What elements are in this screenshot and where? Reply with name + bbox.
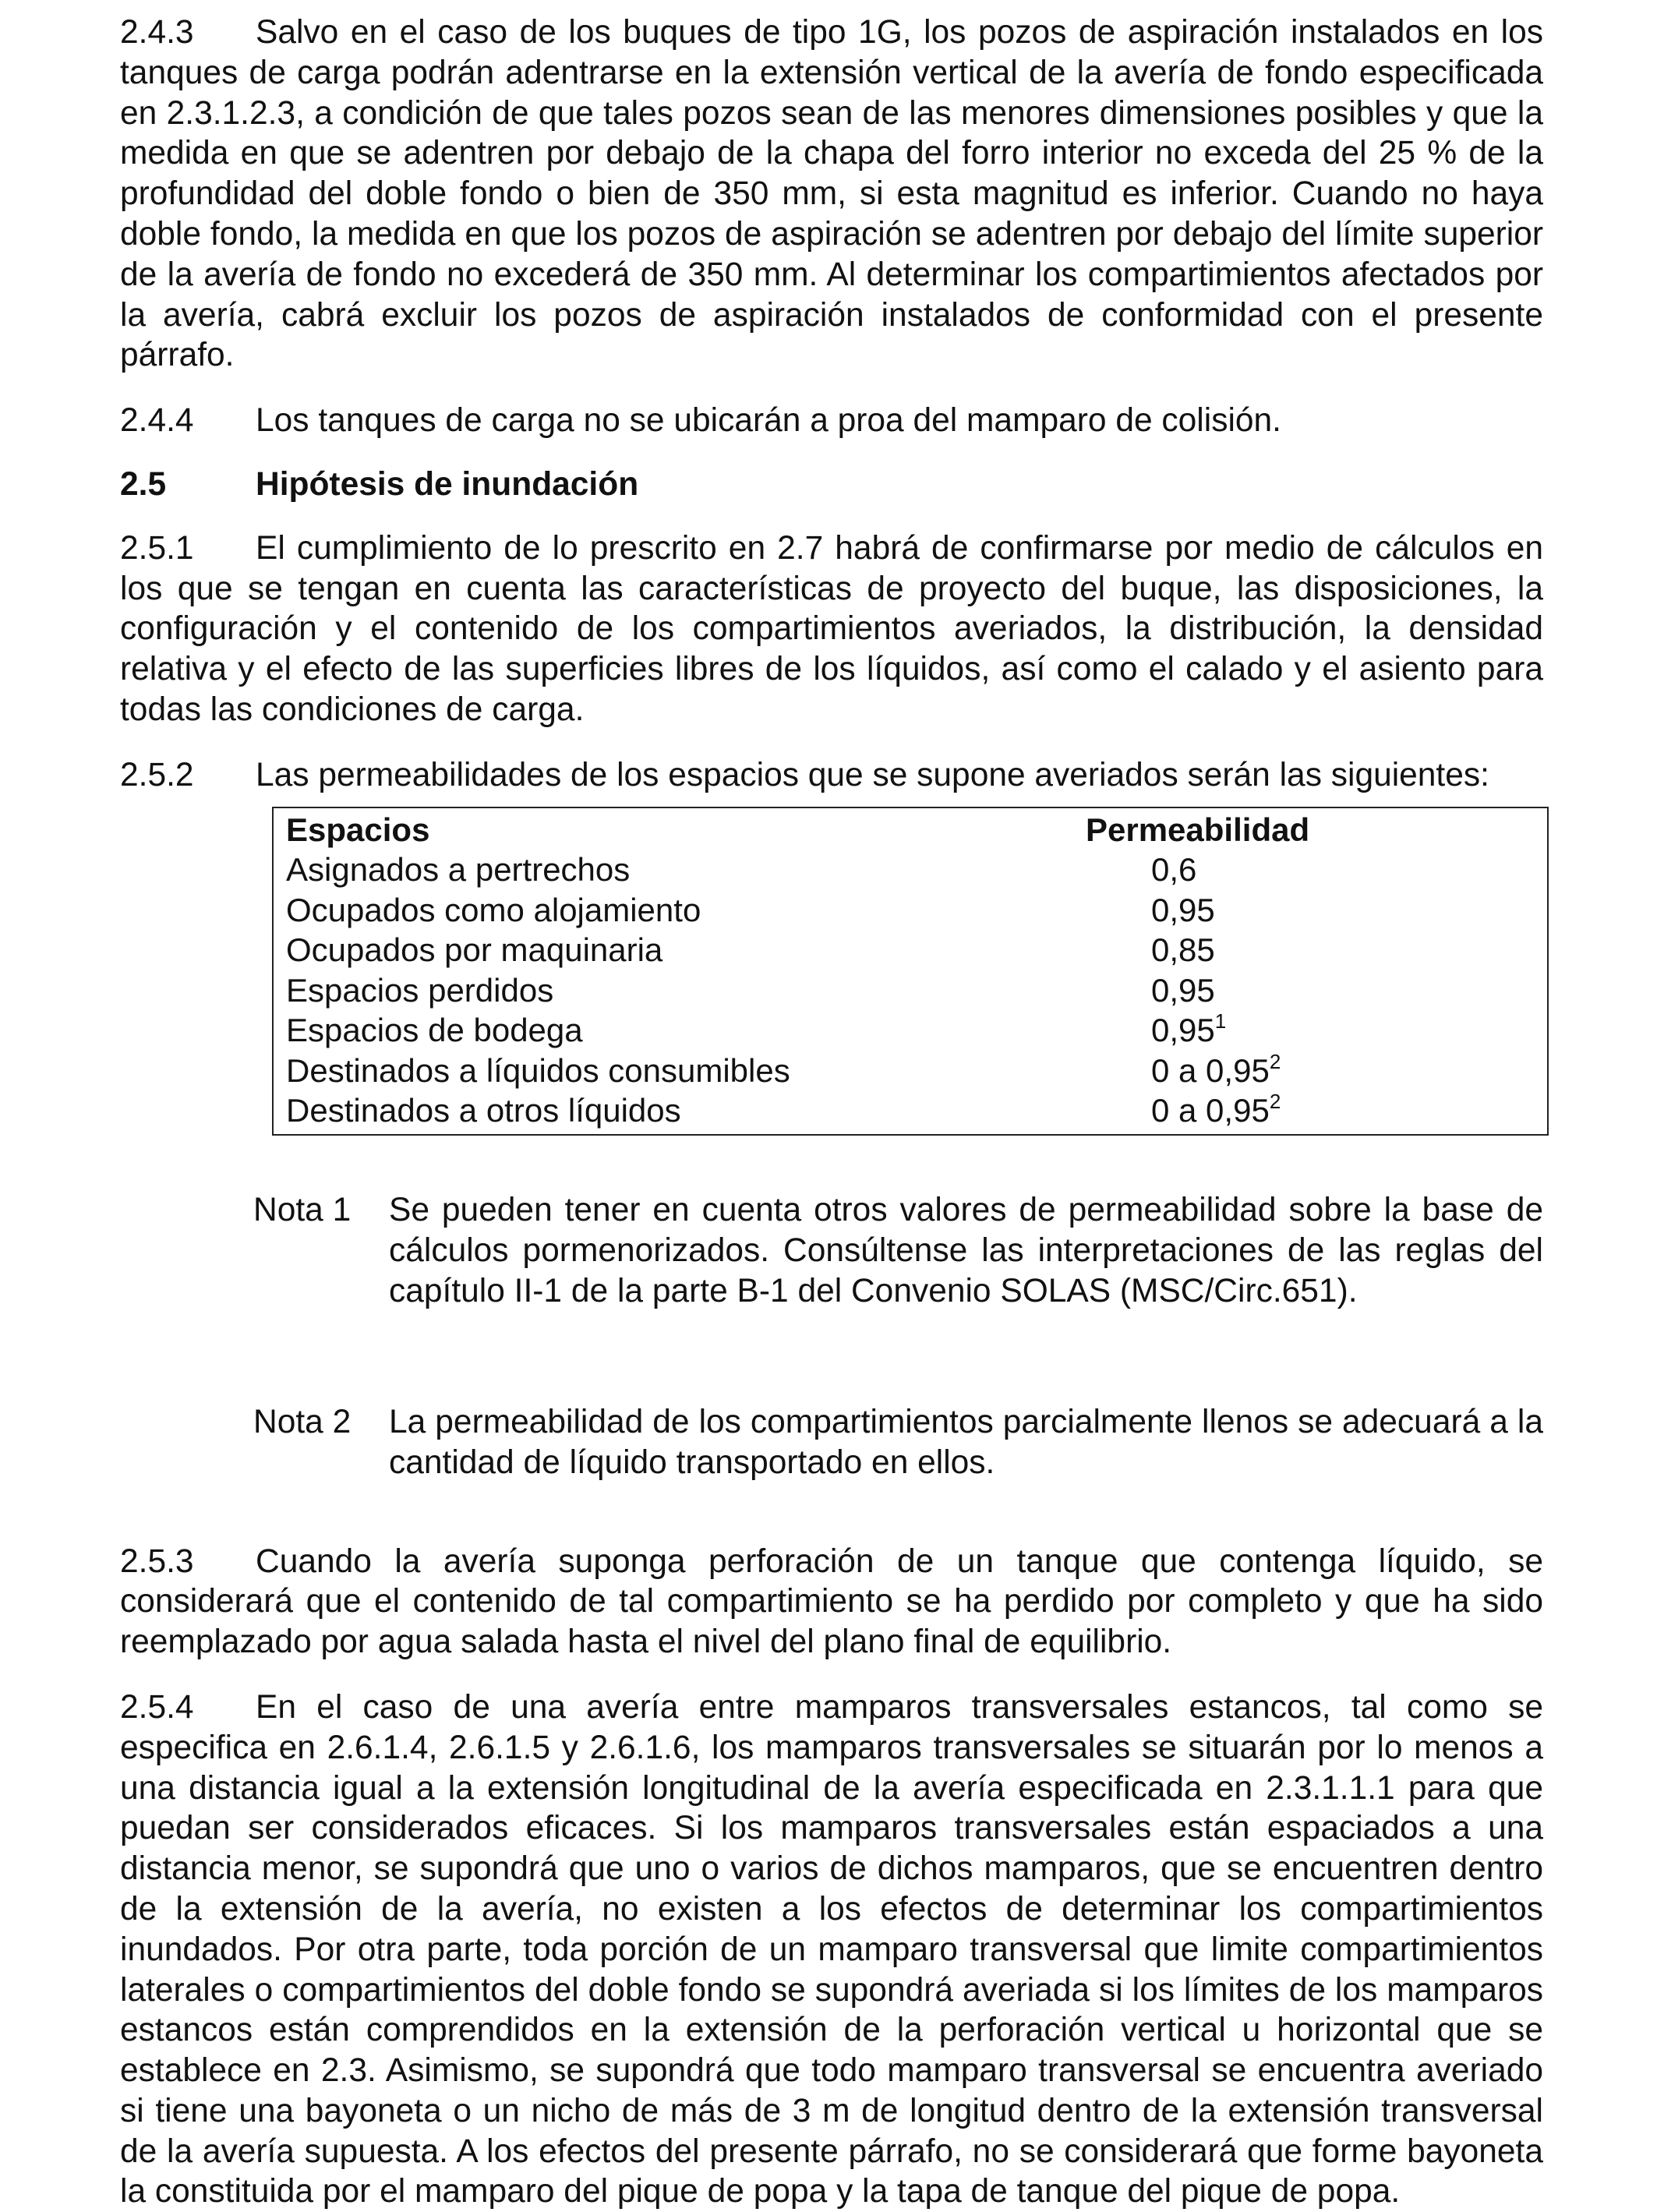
permeability-cell xyxy=(1086,970,1547,1011)
table-row xyxy=(274,850,1547,890)
footnote-ref: 2 xyxy=(1269,1090,1281,1114)
section-heading-2-5 xyxy=(120,465,1543,505)
paragraph-text: Los tanques de carga no se ubicarán a proa del mamparo de colisión. xyxy=(256,402,1281,440)
table-header-row xyxy=(274,810,1547,850)
document-page xyxy=(120,12,1543,2212)
paragraph-text: En el caso de una avería entre mamparos transversales estancos, tal como se especifica en 2.6.1.4, 2.6.1.5 y 2.6.1.6, los mamparos transversales se situarán por lo menos a una distancia igual a la extensión longitudinal de la avería especificada en 2.3.1.1.1 para que puedan ser considerados eficaces. Si los mamparos transversales están espaciados a una distancia menor, se supondrá que uno o varios de dichos mamparos, que se encuentren dentro de la extensión de la avería, no existen a los efectos de determinar los compartimientos inundados. Por otra parte, toda porción de un mamparo transversal que limite compartimientos laterales o compartimientos del doble fondo se supondrá averiada si los límites de los mamparos estancos están comprendidos en la extensión de la perforación vertical u horizontal que se establece en 2.3. Asimismo, se supondrá que todo mamparo transversal se encuentra averiado si tiene una bayoneta o un nicho de más de 3 m de longitud dentro de la extensión transversal de la avería supuesta. A los efectos del presente párrafo, no se considerará que forme bayoneta la constituida por el mamparo del pique de popa y la tapa de tanque del pique de popa. xyxy=(120,1688,1543,2210)
permeability-cell xyxy=(1086,1051,1547,1091)
permeability-cell xyxy=(1086,890,1547,931)
space-cell: Asignados a pertrechos xyxy=(286,851,631,889)
paragraph-number: 2.5.1 xyxy=(120,529,194,567)
space-cell: Espacios perdidos xyxy=(286,971,554,1009)
permeability-value: 0,95 xyxy=(1151,891,1215,928)
permeability-cell xyxy=(1086,1010,1547,1051)
table-row xyxy=(274,1051,1547,1091)
note-2 xyxy=(253,1402,1543,1483)
paragraph-text: Las permeabilidades de los espacios que se supone averiados serán las siguientes: xyxy=(256,756,1489,793)
section-number: 2.5 xyxy=(120,465,167,503)
space-cell: Espacios de bodega xyxy=(286,1012,583,1049)
paragraph-number: 2.4.4 xyxy=(120,402,194,440)
permeability-table xyxy=(272,807,1549,1136)
paragraph-2-4-4 xyxy=(120,401,1543,441)
paragraph-2-5-1 xyxy=(120,528,1543,730)
paragraph-2-5-4 xyxy=(120,1687,1543,2212)
paragraph-text: Salvo en el caso de los buques de tipo 1G, los pozos de aspiración instalados en los tanques de carga podrán adentrarse en la extensión vertical de la avería de fondo especificada en 2.3.1.2.3, a condición de que tales pozos sean de las menores dimensiones posibles y que la medida en que se adentren por debajo de la chapa del forro interior no exceda del 25 % de la profundidad del doble fondo o bien de 350 mm, si esta magnitud es inferior. Cuando no haya doble fondo, la medida en que los pozos de aspiración se adentren por debajo del límite superior de la avería de fondo no excederá de 350 mm. Al determinar los compartimientos afectados por la avería, cabrá excluir los pozos de aspiración instalados de conformidad con el presente párrafo. xyxy=(120,14,1543,374)
footnote-ref: 2 xyxy=(1269,1049,1281,1073)
paragraph-2-4-3 xyxy=(120,12,1543,376)
paragraph-number: 2.5.2 xyxy=(120,756,194,793)
paragraph-2-5-2 xyxy=(120,755,1543,796)
section-title: Hipótesis de inundación xyxy=(256,465,639,503)
table-row xyxy=(274,970,1547,1011)
space-cell: Destinados a otros líquidos xyxy=(286,1092,681,1129)
table-row xyxy=(274,1010,1547,1051)
paragraph-number: 2.5.4 xyxy=(120,1688,194,1726)
paragraph-2-5-3 xyxy=(120,1542,1543,1663)
note-text: Se pueden tener en cuenta otros valores de permeabilidad sobre la base de cálculos pormenorizados. Consúltense las interpretaciones de las reglas del capítulo II-1 de la parte B-1 del Convenio SOLAS (MSC/Circ.651). xyxy=(389,1192,1543,1309)
permeability-value: 0,95 xyxy=(1151,971,1215,1009)
note-label: Nota 1 xyxy=(253,1192,352,1229)
paragraph-text: El cumplimiento de lo prescrito en 2.7 habrá de confirmarse por medio de cálculos en los que se tengan en cuenta las características de proyecto del buque, las disposiciones, la configuración y el contenido de los compartimientos averiados, la distribución, la densidad relativa y el efecto de las superficies libres de los líquidos, así como el calado y el asiento para todas las condiciones de carga. xyxy=(120,529,1543,728)
note-label: Nota 2 xyxy=(253,1404,352,1441)
space-cell: Ocupados por maquinaria xyxy=(286,931,663,969)
note-1 xyxy=(253,1190,1543,1311)
footnote-ref: 1 xyxy=(1214,1009,1227,1034)
permeability-value: 0,85 xyxy=(1151,931,1215,969)
permeability-cell xyxy=(1086,850,1547,890)
permeability-value: 0,6 xyxy=(1151,851,1197,889)
permeability-cell xyxy=(1086,930,1547,970)
paragraph-text: Cuando la avería suponga perforación de un tanque que contenga líquido, se considerará que el contenido de tal compartimiento se ha perdido por completo y que ha sido reemplazado por agua salada hasta el nivel del plano final de equilibrio. xyxy=(120,1542,1543,1661)
table-row xyxy=(274,1090,1547,1131)
column-header-permeability: Permeabilidad xyxy=(1086,811,1310,848)
permeability-cell xyxy=(1086,1090,1547,1131)
permeability-value: 0 a 0,95 xyxy=(1151,1051,1270,1089)
space-cell: Ocupados como alojamiento xyxy=(286,891,701,928)
paragraph-number: 2.5.3 xyxy=(120,1542,194,1580)
permeability-value: 0 a 0,95 xyxy=(1151,1092,1270,1129)
column-header-spaces: Espacios xyxy=(286,811,430,848)
paragraph-number: 2.4.3 xyxy=(120,14,194,51)
table-row xyxy=(274,930,1547,970)
table-row xyxy=(274,890,1547,931)
space-cell: Destinados a líquidos consumibles xyxy=(286,1051,790,1089)
permeability-value: 0,95 xyxy=(1151,1012,1215,1049)
note-text: La permeabilidad de los compartimientos parcialmente llenos se adecuará a la cantidad de líquido transportado en ellos. xyxy=(389,1404,1543,1482)
